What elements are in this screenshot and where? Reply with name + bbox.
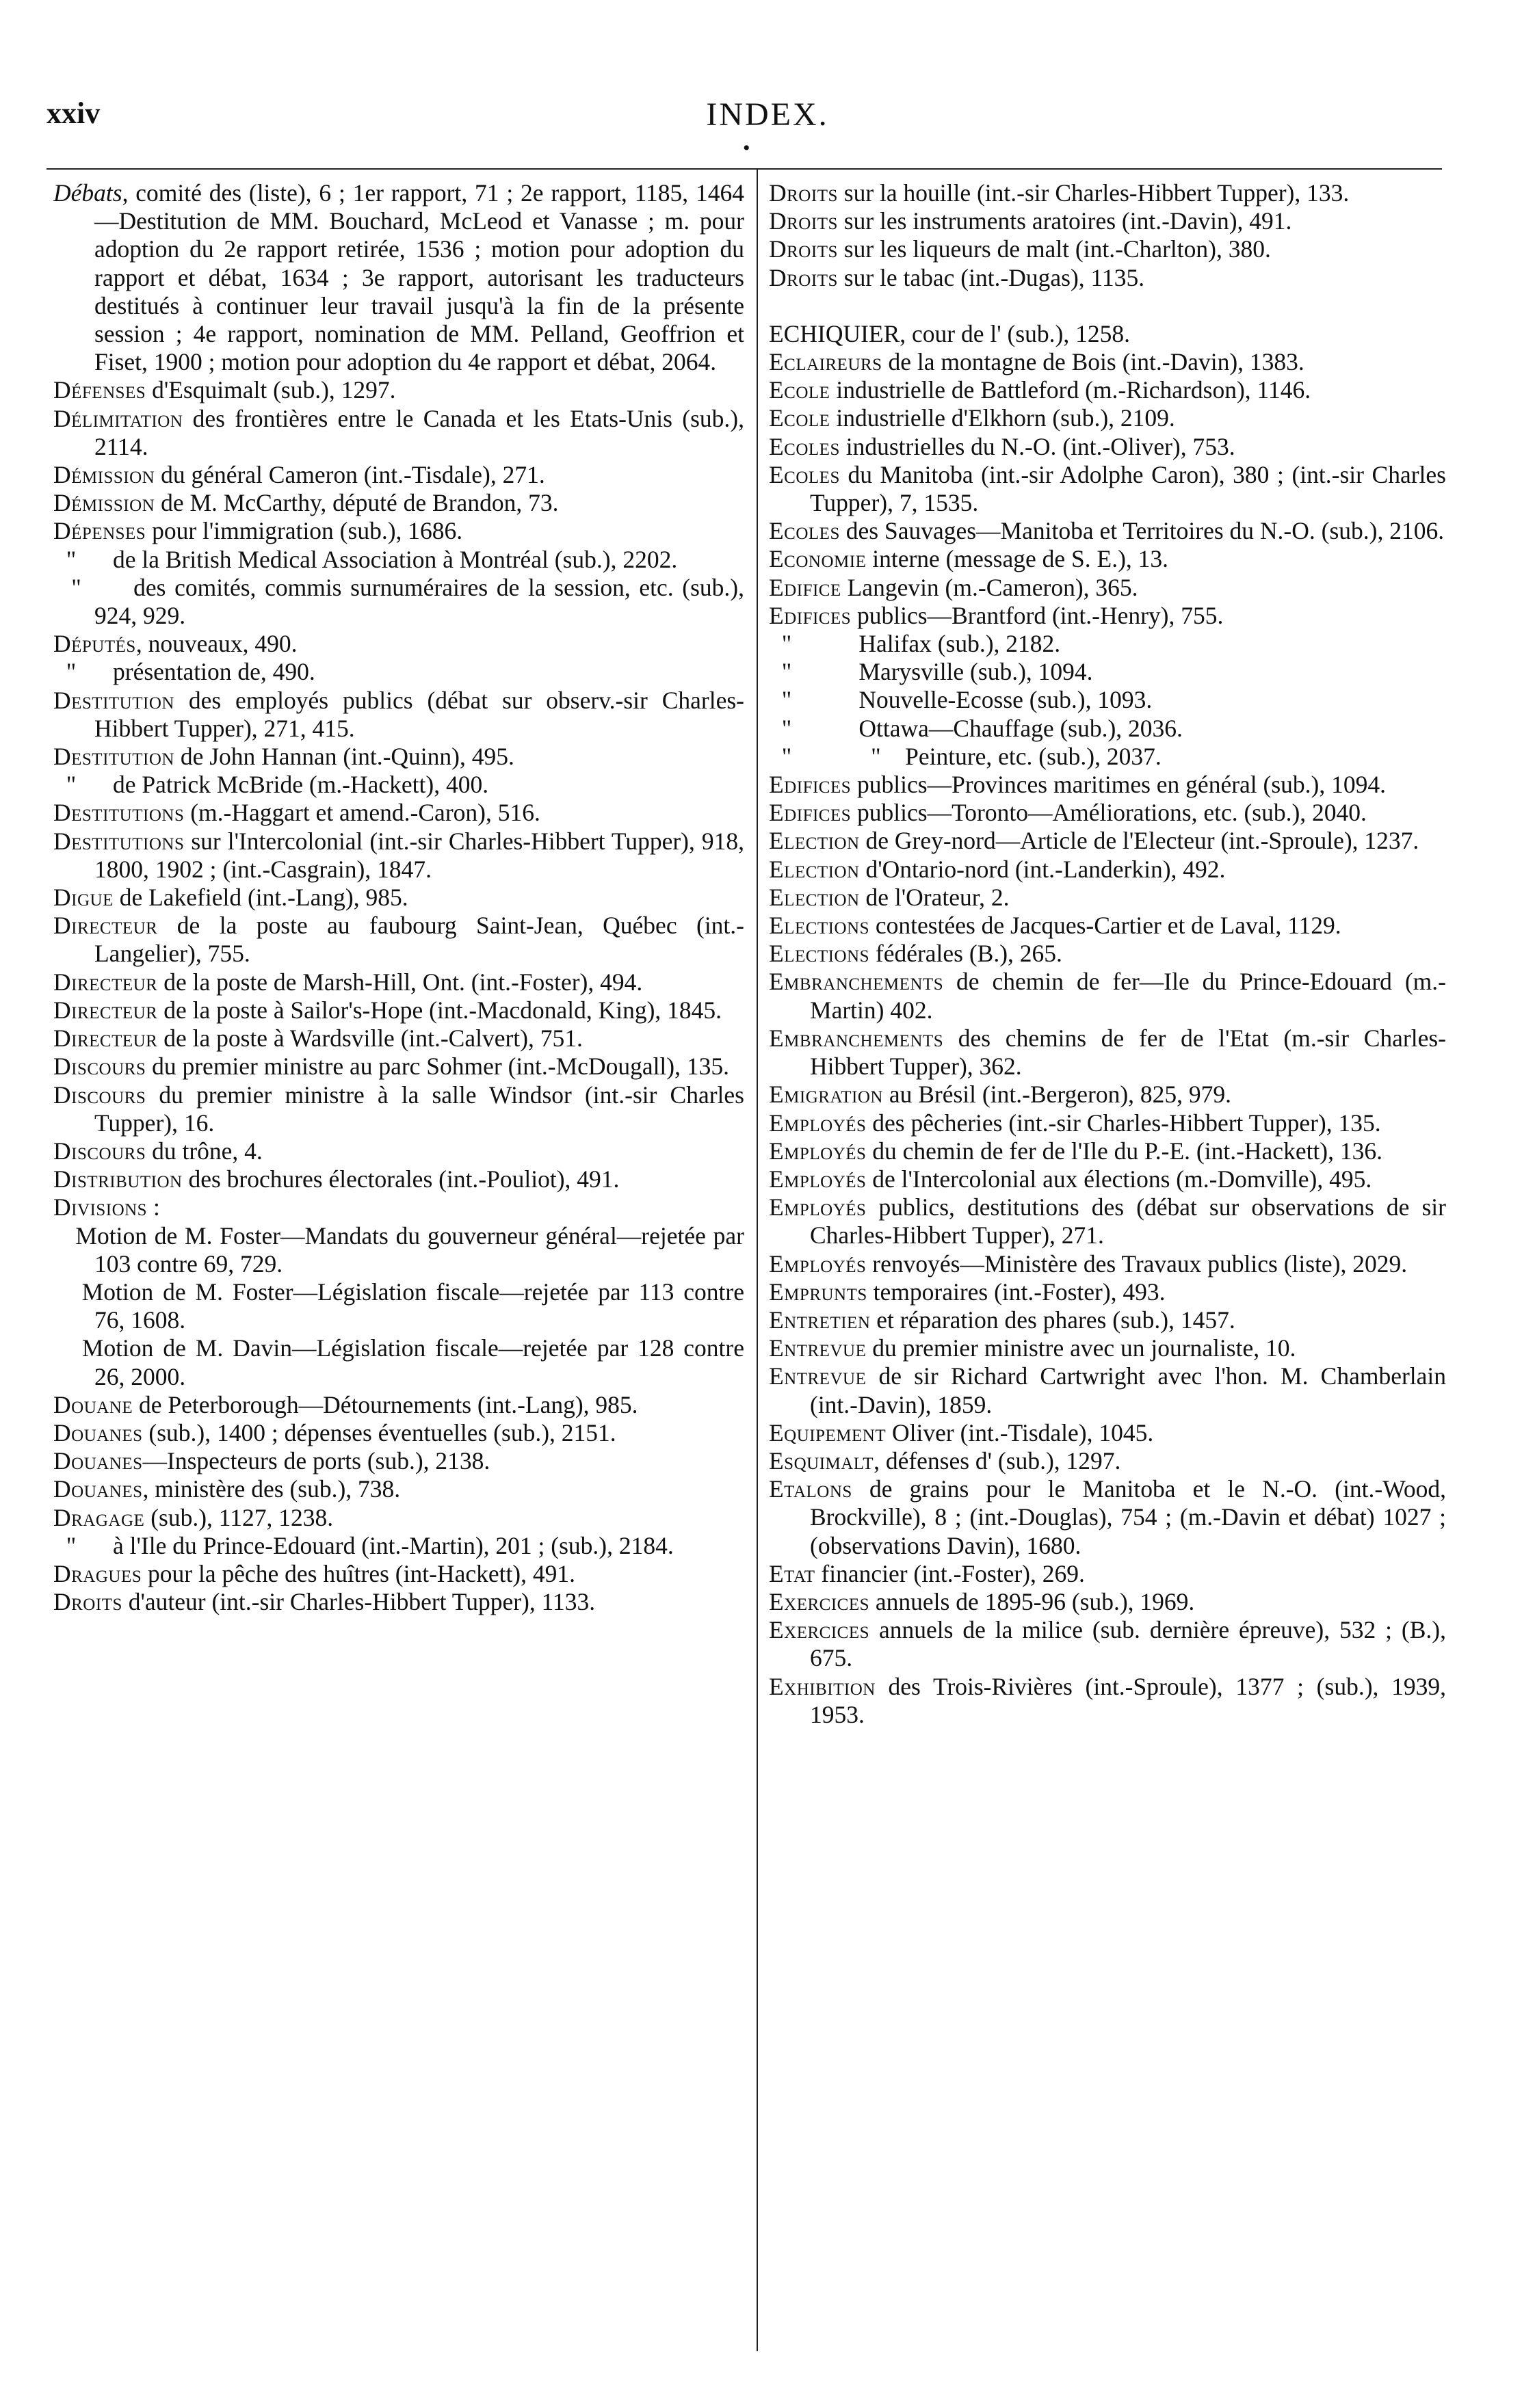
entry-heading: Défenses	[53, 376, 146, 404]
entry-heading: Douanes	[53, 1475, 143, 1503]
index-entry	[53, 376, 744, 404]
index-entry	[769, 1334, 1446, 1362]
entry-heading: Ecoles	[769, 432, 840, 460]
index-entry	[53, 404, 750, 461]
entry-heading: Entretien	[769, 1306, 871, 1334]
entry-text: du général Cameron (int.-Tisdale), 271.	[155, 461, 545, 489]
entry-text: de Patrick McBride (m.-Hackett), 400.	[76, 771, 489, 799]
index-entry	[53, 1475, 744, 1503]
entry-heading: Démission	[53, 461, 155, 489]
entry-text: " Peinture, etc. (sub.), 2037.	[791, 742, 1162, 770]
index-entry	[53, 912, 744, 968]
entry-text: de l'Orateur, 2.	[859, 883, 1010, 911]
entry-heading: Ecole	[769, 404, 830, 432]
entry-text: de Grey-nord—Article de l'Electeur (int.-Sproule), 1237.	[859, 827, 1419, 855]
entry-text: —Inspecteurs de ports (sub.), 2138.	[142, 1447, 490, 1475]
index-entry	[53, 658, 744, 686]
entry-heading: Employés	[769, 1249, 867, 1278]
index-entry	[769, 658, 1446, 686]
index-entry	[53, 1391, 744, 1419]
entry-text: , nouveaux, 490.	[135, 630, 298, 658]
entry-heading: Directeur	[53, 912, 158, 940]
entry-text: de la montagne de Bois (int.-Davin), 1383.	[882, 348, 1304, 376]
entry-heading: Entrevue	[769, 1362, 867, 1390]
entry-text: publics—Toronto—Améliorations, etc. (sub.), 2040.	[851, 799, 1367, 827]
entry-heading: Divisions	[53, 1193, 148, 1221]
entry-text: de Lakefield (int.-Lang), 985.	[113, 884, 408, 912]
entry-heading: Elections	[769, 912, 870, 940]
index-entry	[769, 799, 1446, 827]
entry-text: d'auteur (int.-sir Charles-Hibbert Tupper), 1133.	[122, 1588, 596, 1616]
entry-text: interne (message de S. E.), 13.	[866, 545, 1169, 573]
entry-text: de M. McCarthy, député de Brandon, 73.	[155, 489, 559, 517]
index-entry	[53, 1137, 744, 1165]
index-entry	[53, 799, 744, 827]
index-entry	[769, 715, 1446, 743]
entry-heading: Digue	[53, 884, 114, 912]
index-entry	[53, 884, 744, 912]
index-entry	[769, 1560, 1446, 1588]
entry-heading: Destitution	[53, 743, 174, 771]
index-entry	[769, 1362, 1452, 1418]
index-entry	[769, 1447, 1446, 1475]
entry-heading: Equipement	[769, 1418, 887, 1446]
entry-heading: Destitutions	[53, 799, 185, 827]
entry-text: industrielle d'Elkhorn (sub.), 2109.	[830, 404, 1175, 432]
entry-heading: "	[769, 686, 792, 714]
entry-heading: "	[53, 545, 77, 573]
index-entry	[769, 771, 1446, 799]
entry-heading: Elections	[769, 940, 870, 968]
index-entry	[53, 968, 744, 996]
entry-text: de la poste à Wardsville (int.-Calvert), 751.	[157, 1024, 583, 1053]
entry-heading: Exercices	[769, 1587, 870, 1615]
entry-heading: Discours	[53, 1081, 146, 1109]
index-entry	[769, 1193, 1452, 1249]
entry-text: des pêcheries (int.-sir Charles-Hibbert Tupper), 135.	[866, 1109, 1381, 1137]
entry-heading: Edifices	[769, 799, 852, 827]
entry-text: , défenses d' (sub.), 1297.	[874, 1446, 1121, 1474]
index-entry	[769, 1024, 1446, 1081]
entry-heading: Emigration	[769, 1081, 883, 1109]
entry-heading: Edifices	[769, 771, 852, 799]
index-entry	[769, 545, 1446, 573]
entry-text: du premier ministre à la salle Windsor (int.-sir Charles Tupper), 16.	[94, 1081, 750, 1137]
entry-text: d'Ontario-nord (int.-Landerkin), 492.	[859, 855, 1226, 883]
index-entry	[53, 827, 750, 884]
entry-text: de sir Richard Cartwright avec l'hon. M. Chamberlain (int.-Davin), 1859.	[810, 1362, 1452, 1418]
entry-heading: "	[769, 742, 792, 770]
entry-text: publics—Provinces maritimes en général (sub.), 1094.	[851, 771, 1386, 799]
entry-heading: Dragage	[53, 1503, 145, 1531]
entry-heading: Droits	[769, 179, 838, 207]
entry-text: de la poste au faubourg Saint-Jean, Québec (int.-Langelier), 755.	[94, 912, 744, 968]
entry-text: temporaires (int.-Foster), 493.	[867, 1278, 1166, 1306]
entry-heading: Economie	[769, 545, 867, 573]
entry-text: Motion de M. Foster—Législation fiscale—rejetée par 113 contre 76, 1608.	[53, 1278, 750, 1334]
entry-heading: Ecoles	[769, 460, 840, 488]
entry-text: , comité des (liste), 6 ; 1er rapport, 71 ; 2e rapport, 1185, 1464—Destitution de MM. Bouchard, McLeod et Vanasse ; m. pour adoption du 2e rapport retirée, 1536 ; motion pour adoption du rapport et débat, 1634 ; 3e rapport, autorisant les traducteurs destitués à continuer leur travail jusqu'à la fin de la présente session ; 4e rapport, nomination de MM. Pelland, Geoffrion et Fiset, 1900 ; motion pour adoption du 4e rapport et débat, 2064.	[94, 179, 750, 376]
entry-text: du chemin de fer de l'Ile du P.-E. (int.-Hackett), 136.	[866, 1137, 1382, 1165]
index-entry	[53, 1081, 750, 1137]
entry-text: sur l'Intercolonial (int.-sir Charles-Hibbert Tupper), 918, 1800, 1902 ; (int.-Casgrain), 1847.	[94, 827, 750, 883]
index-entry	[53, 1419, 744, 1447]
entry-text: (m.-Haggart et amend.-Caron), 516.	[184, 799, 540, 827]
index-entry	[53, 1532, 744, 1560]
entry-heading: ECHIQUIER	[769, 319, 900, 347]
entry-heading: Destitutions	[53, 827, 185, 855]
entry-heading: "	[769, 658, 792, 686]
entry-text: industrielle de Battleford (m.-Richardson), 1146.	[830, 376, 1311, 404]
index-entry	[769, 235, 1446, 263]
entry-text: du premier ministre au parc Sohmer (int.-McDougall), 135.	[146, 1053, 729, 1081]
entry-heading: Embranchements	[769, 968, 944, 996]
index-entry	[769, 433, 1446, 461]
entry-text: pour la pêche des huîtres (int-Hackett), 491.	[142, 1559, 576, 1587]
entry-text: d'Esquimalt (sub.), 1297.	[146, 376, 396, 404]
index-entry	[53, 1024, 744, 1053]
index-entry	[53, 573, 750, 630]
entry-text: et réparation des phares (sub.), 1457.	[870, 1306, 1235, 1334]
index-entry	[769, 630, 1446, 658]
index-entry	[53, 771, 744, 799]
index-entry	[769, 264, 1446, 292]
index-entry	[769, 1081, 1446, 1109]
entry-text: de la British Medical Association à Montréal (sub.), 2202.	[76, 545, 678, 573]
entry-heading: Eclaireurs	[769, 348, 882, 376]
index-entry	[769, 940, 1446, 968]
entry-heading: Délimitation	[53, 404, 183, 432]
entry-text: des frontières entre le Canada et les Etats-Unis (sub.), 2114.	[94, 404, 750, 460]
index-entry	[769, 1616, 1452, 1672]
entry-heading: Droits	[769, 263, 838, 291]
entry-heading: Douanes	[53, 1418, 143, 1446]
entry-text: des comités, commis surnuméraires de la session, etc. (sub.), 924, 929.	[81, 573, 750, 630]
entry-heading: Edifice	[769, 573, 841, 601]
entry-text: publics—Brantford (int.-Henry), 755.	[851, 601, 1224, 629]
index-entry	[769, 1278, 1446, 1306]
entry-text: (sub.), 1400 ; dépenses éventuelles (sub.), 2151.	[142, 1418, 616, 1446]
index-entry	[769, 1672, 1452, 1729]
entry-heading: Droits	[769, 235, 838, 263]
index-entry	[769, 320, 1446, 348]
entry-heading: "	[53, 658, 77, 686]
entry-heading: Ecoles	[769, 517, 840, 545]
column-divider	[757, 170, 758, 2351]
entry-heading: Etat	[769, 1559, 815, 1587]
entry-heading: Emprunts	[769, 1278, 867, 1306]
entry-heading: Exercices	[769, 1616, 870, 1644]
entry-text: publics, destitutions des (débat sur observations de sir Charles-Hibbert Tupper), 271.	[810, 1193, 1452, 1249]
index-entry	[53, 1447, 744, 1475]
entry-heading: Entrevue	[769, 1334, 867, 1362]
entry-text: des brochures électorales (int.-Pouliot), 491.	[182, 1165, 620, 1193]
index-entry	[769, 1475, 1452, 1560]
page-number: xxiv	[47, 96, 101, 130]
entry-heading: Discours	[53, 1137, 146, 1165]
index-entry	[769, 968, 1446, 1024]
index-entry	[769, 460, 1452, 517]
page-title: INDEX.	[706, 96, 829, 133]
entry-text: Motion de M. Davin—Législation fiscale—rejetée par 128 contre 26, 2000.	[53, 1334, 750, 1390]
index-entry	[769, 1109, 1446, 1137]
index-entry	[53, 1588, 744, 1616]
entry-text: des chemins de fer de l'Etat (m.-sir Charles-Hibbert Tupper), 362.	[810, 1024, 1446, 1081]
entry-heading: Destitution	[53, 686, 174, 714]
entry-heading: Directeur	[53, 1024, 158, 1053]
entry-text: Motion de M. Foster—Mandats du gouverneur général—rejetée par 103 contre 69, 729.	[53, 1221, 750, 1278]
entry-text: Halifax (sub.), 2182.	[791, 630, 1061, 658]
entry-text: (sub.), 1127, 1238.	[144, 1503, 334, 1531]
entry-text: Langevin (m.-Cameron), 365.	[841, 573, 1138, 601]
index-entry	[769, 404, 1446, 432]
index-entry	[769, 1419, 1446, 1447]
index-entry	[53, 687, 744, 743]
index-entry	[53, 1560, 744, 1588]
page-header	[0, 96, 1535, 159]
header-dot: •	[743, 137, 750, 159]
entry-text: Oliver (int.-Tisdale), 1045.	[886, 1418, 1154, 1446]
entry-heading: Douanes	[53, 1447, 143, 1475]
index-entry	[769, 376, 1446, 404]
entry-text: au Brésil (int.-Bergeron), 825, 979.	[882, 1081, 1232, 1109]
entry-heading: Exhibition	[769, 1672, 876, 1700]
index-entry	[53, 743, 744, 771]
index-entry	[53, 1334, 750, 1390]
entry-heading: "	[769, 714, 792, 742]
entry-text: des Trois-Rivières (int.-Sproule), 1377 ; (sub.), 1939, 1953.	[810, 1672, 1452, 1728]
index-entry	[769, 686, 1446, 714]
index-entry	[769, 743, 1446, 771]
entry-heading: Election	[769, 883, 860, 911]
index-entry	[769, 348, 1446, 376]
entry-heading: Employés	[769, 1165, 867, 1193]
entry-heading: Dépenses	[53, 517, 146, 545]
index-entry	[769, 1306, 1446, 1334]
index-entry	[769, 1165, 1446, 1193]
entry-text: , ministère des (sub.), 738.	[142, 1475, 401, 1503]
entry-heading: Employés	[769, 1109, 867, 1137]
index-entry	[53, 517, 744, 545]
index-entry	[53, 1278, 750, 1334]
entry-heading: "	[53, 1531, 77, 1559]
entry-heading: Esquimalt	[769, 1446, 874, 1474]
entry-text: Nouvelle-Ecosse (sub.), 1093.	[791, 686, 1153, 714]
index-entry	[53, 489, 744, 517]
index-entry	[769, 207, 1446, 235]
index-entry	[53, 1221, 750, 1278]
entry-text: des Sauvages—Manitoba et Territoires du N.-O. (sub.), 2106.	[839, 517, 1445, 545]
entry-text: de l'Intercolonial aux élections (m.-Domville), 495.	[866, 1165, 1372, 1193]
entry-heading: Démission	[53, 489, 155, 517]
entry-text: renvoyés—Ministère des Travaux publics (liste), 2029.	[866, 1249, 1408, 1278]
entry-text: , cour de l' (sub.), 1258.	[900, 319, 1130, 347]
entry-text: contestées de Jacques-Cartier et de Laval, 1129.	[869, 912, 1341, 940]
entry-text: sur les liqueurs de malt (int.-Charlton), 380.	[837, 235, 1271, 263]
entry-text: financier (int.-Foster), 269.	[815, 1559, 1085, 1587]
index-entry	[769, 602, 1446, 630]
entry-text: fédérales (B.), 265.	[869, 940, 1062, 968]
entry-text: du Manitoba (int.-sir Adolphe Caron), 380 ; (int.-sir Charles Tupper), 7, 1535.	[810, 460, 1452, 517]
entry-heading: Etalons	[769, 1475, 852, 1503]
entry-text: industrielles du N.-O. (int.-Oliver), 753.	[839, 432, 1235, 460]
entry-text: Marysville (sub.), 1094.	[791, 658, 1093, 686]
index-entry	[769, 856, 1446, 884]
entry-text: de la poste de Marsh-Hill, Ont. (int.-Foster), 494.	[157, 968, 643, 996]
entry-heading: Employés	[769, 1137, 867, 1165]
entry-heading: "	[53, 573, 82, 601]
entry-heading: Directeur	[53, 996, 158, 1024]
index-entry	[769, 517, 1446, 545]
entry-text: Ottawa—Chauffage (sub.), 2036.	[791, 714, 1183, 742]
index-entry	[53, 996, 744, 1024]
index-entry	[53, 1165, 744, 1193]
index-entry	[769, 884, 1446, 912]
index-entry	[53, 630, 744, 658]
index-entry	[769, 1250, 1446, 1278]
entry-text: annuels de la milice (sub. dernière épreuve), 532 ; (B.), 675.	[810, 1616, 1452, 1672]
index-entry	[53, 179, 750, 376]
entry-heading: Discours	[53, 1053, 146, 1081]
index-entry	[53, 461, 744, 489]
index-entry	[769, 912, 1446, 940]
entry-text: sur la houille (int.-sir Charles-Hibbert Tupper), 133.	[837, 179, 1350, 207]
entry-text: sur les instruments aratoires (int.-Davin), 491.	[837, 207, 1292, 235]
entry-heading: Douane	[53, 1390, 133, 1418]
entry-text: de John Hannan (int.-Quinn), 495.	[174, 743, 514, 771]
entry-heading: Employés	[769, 1193, 867, 1221]
index-entry	[53, 546, 744, 574]
entry-heading: Ecole	[769, 376, 830, 404]
entry-text: de Peterborough—Détournements (int.-Lang), 985.	[133, 1390, 638, 1418]
index-entry	[769, 179, 1446, 207]
entry-text: sur le tabac (int.-Dugas), 1135.	[837, 263, 1145, 291]
entry-heading: Distribution	[53, 1165, 183, 1193]
entry-text: annuels de 1895-96 (sub.), 1969.	[869, 1587, 1195, 1615]
entry-text: du premier ministre avec un journaliste, 10.	[866, 1334, 1296, 1362]
index-entry	[769, 1137, 1446, 1165]
header-rule	[47, 168, 1442, 170]
entry-text: de la poste à Sailor's-Hope (int.-Macdonald, King), 1845.	[157, 996, 722, 1024]
entry-heading: Députés	[53, 630, 136, 658]
entry-text: :	[147, 1193, 160, 1221]
entry-heading: Droits	[769, 207, 838, 235]
entry-text: pour l'immigration (sub.), 1686.	[146, 517, 463, 545]
index-entry	[53, 1053, 744, 1081]
entry-heading: "	[53, 771, 77, 799]
entry-text: de grains pour le Manitoba et le N.-O. (int.-Wood, Brockville), 8 ; (int.-Douglas), 754 ; (m.-Davin et débat) 1027 ; (observations Davin), 1680.	[810, 1475, 1452, 1559]
right-column	[769, 179, 1452, 1729]
index-entry	[769, 827, 1446, 855]
index-entry	[769, 1588, 1446, 1616]
entry-text: du trône, 4.	[146, 1137, 263, 1165]
entry-text: présentation de, 490.	[76, 658, 315, 686]
entry-heading: Embranchements	[769, 1024, 944, 1052]
entry-heading: "	[769, 630, 792, 658]
entry-heading: Election	[769, 827, 860, 855]
index-entry	[53, 1193, 744, 1221]
entry-heading: Droits	[53, 1588, 122, 1616]
entry-heading: Dragues	[53, 1559, 142, 1587]
entry-heading: Election	[769, 855, 860, 883]
entry-heading: Débats	[53, 179, 122, 207]
index-entry	[53, 1504, 744, 1532]
entry-text: à l'Ile du Prince-Edouard (int.-Martin), 201 ; (sub.), 2184.	[76, 1531, 674, 1559]
entry-text: des employés publics (débat sur observ.-sir Charles-Hibbert Tupper), 271, 415.	[94, 686, 744, 742]
entry-text: de chemin de fer—Ile du Prince-Edouard (m.-Martin) 402.	[810, 968, 1446, 1024]
entry-heading: Directeur	[53, 968, 158, 996]
entry-heading: Edifices	[769, 601, 852, 629]
left-column	[53, 179, 750, 1616]
index-entry	[769, 574, 1446, 602]
